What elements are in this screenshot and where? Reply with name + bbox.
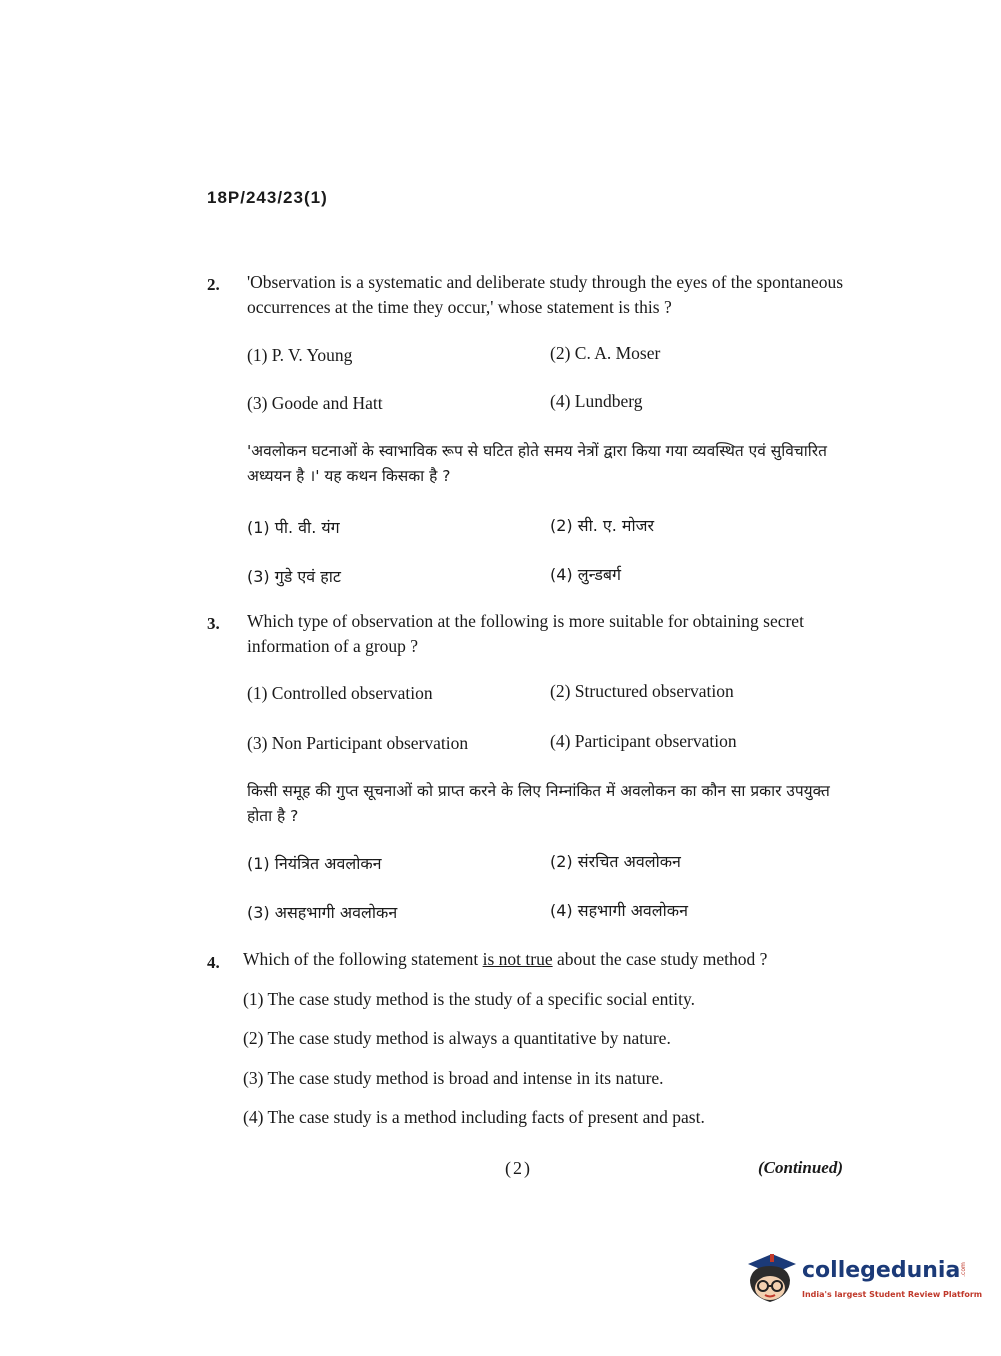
question-4-text-underlined: is not true [482, 949, 553, 969]
question-3-option-1-hi: (1) नियंत्रित अवलोकन [247, 854, 382, 873]
logo-suffix: .com [959, 1262, 967, 1277]
question-2-text-hi: 'अवलोकन घटनाओं के स्वाभाविक रूप से घटित होते समय नेत्रों द्वारा किया गया व्यवस्थित एवं सुविचारित अध्ययन है ।' यह कथन किसका है ? [247, 442, 827, 485]
question-4-option-2: (2) The case study method is always a quantitative by nature. [243, 1028, 671, 1048]
question-4-text-before: Which of the following statement [243, 949, 483, 969]
question-3-option-4-hi: (4) सहभागी अवलोकन [550, 901, 688, 920]
question-3-text-hi: किसी समूह की गुप्त सूचनाओं को प्राप्त करने के लिए निम्नांकित में अवलोकन का कौन सा प्रकार उपयुक्त होता है ? [247, 782, 830, 825]
logo-wordmark: collegedunia [802, 1258, 961, 1283]
question-3-option-3-hi: (3) असहभागी अवलोकन [247, 903, 398, 922]
question-2-option-1: (1) P. V. Young [247, 345, 353, 365]
question-3-option-4: (4) Participant observation [550, 731, 737, 751]
question-3-text-en: Which type of observation at the following is more suitable for obtaining secret information of a group ? [247, 611, 804, 656]
question-2-option-3: (3) Goode and Hatt [247, 393, 383, 413]
question-4-text [243, 949, 767, 970]
question-4-option-3: (3) The case study method is broad and intense in its nature. [243, 1068, 664, 1088]
question-3-option-2: (2) Structured observation [550, 681, 734, 701]
question-2-option-2: (2) C. A. Moser [550, 343, 661, 363]
question-3-number: 3. [207, 614, 220, 633]
mascot-icon [742, 1250, 800, 1310]
question-2-option-4: (4) Lundberg [550, 391, 643, 411]
question-2-option-1-hi: (1) पी. वी. यंग [247, 518, 340, 537]
question-4-number: 4. [207, 953, 220, 972]
paper-code: 18P/243/23(1) [207, 188, 328, 207]
question-2-number: 2. [207, 275, 220, 294]
question-3-option-1: (1) Controlled observation [247, 683, 433, 703]
question-2-option-4-hi: (4) लुन्डबर्ग [550, 565, 622, 584]
question-3-option-2-hi: (2) संरचित अवलोकन [550, 852, 681, 871]
page-number: (2) [505, 1158, 532, 1178]
question-4-option-1: (1) The case study method is the study of a specific social entity. [243, 989, 695, 1009]
collegedunia-logo [742, 1250, 983, 1310]
question-2-text-en: 'Observation is a systematic and deliberate study through the eyes of the spontaneous occurrences at the time they occur,' whose statement is this ? [247, 272, 844, 317]
question-4-option-4: (4) The case study is a method including facts of present and past. [243, 1107, 705, 1127]
question-2-option-3-hi: (3) गुडे एवं हाट [247, 567, 341, 586]
continued-label: (Continued) [758, 1158, 844, 1177]
question-2-option-2-hi: (2) सी. ए. मोजर [550, 516, 655, 535]
logo-tagline: India's largest Student Review Platform [802, 1290, 983, 1299]
question-3-option-3: (3) Non Participant observation [247, 733, 469, 753]
question-4-text-after: about the case study method ? [552, 949, 768, 969]
